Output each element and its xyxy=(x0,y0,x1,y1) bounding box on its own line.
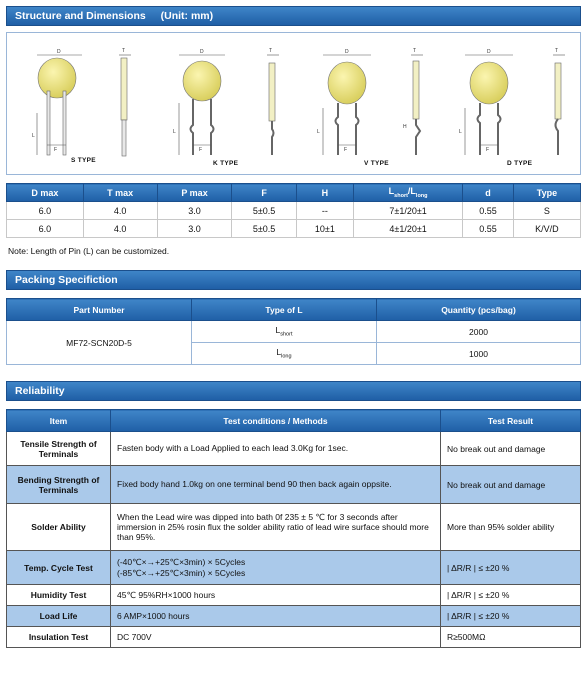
reliability-table xyxy=(6,409,581,648)
svg-text:L: L xyxy=(459,129,462,135)
col-dmax: D max xyxy=(7,184,84,202)
dimension-drawings xyxy=(6,32,581,175)
col-h: H xyxy=(296,184,353,202)
svg-text:L: L xyxy=(32,133,35,139)
table-row: Bending Strength of Terminals Fixed body hand 1.0kg on one terminal bend 90 then back again oppsite. No break out and damage xyxy=(7,466,581,504)
svg-text:T: T xyxy=(269,48,273,54)
dimensions-table xyxy=(6,183,581,238)
col-type: Type xyxy=(513,184,580,202)
table-row: 6.0 4.0 3.0 5±0.5 10±1 4±1/20±1 0.55 K/V/D xyxy=(7,220,581,238)
reliability-header-row xyxy=(7,410,581,432)
svg-text:D: D xyxy=(200,49,204,55)
structure-section-header xyxy=(6,6,581,26)
table-row: Tensile Strength of Terminals Fasten body with a Load Applied to each lead 3.0Kg for 1sec. No break out and damage xyxy=(7,432,581,466)
col-l: $L_{short}/L_{long}$ xyxy=(354,184,463,202)
type-of-l-cell: $L_{short}$ xyxy=(192,321,377,343)
packing-section-header xyxy=(6,270,581,290)
part-number-cell: MF72-SCN20D-5 xyxy=(7,321,192,365)
col-f: F xyxy=(232,184,296,202)
table-row: Load Life 6 AMP×1000 hours | ΔR/R | ≤ ±20 % xyxy=(7,606,581,627)
drawings-svg xyxy=(7,33,580,174)
svg-text:F: F xyxy=(344,147,348,153)
k-type-label: K TYPE xyxy=(213,160,239,167)
pin-length-note: Note: Length of Pin (L) can be customized. xyxy=(8,246,170,256)
quantity-cell: 1000 xyxy=(377,343,581,365)
table-row: Temp. Cycle Test (-40℃×→+25℃×3min) × 5Cycles (-85℃×→+25℃×3min) × 5Cycles | ΔR/R | ≤ ±20 % xyxy=(7,551,581,585)
col-quantity: Quantity (pcs/bag) xyxy=(377,299,581,321)
col-type-of-l: Type of L xyxy=(192,299,377,321)
svg-text:D: D xyxy=(345,49,349,55)
quantity-cell: 2000 xyxy=(377,321,581,343)
dimensions-header-row xyxy=(7,184,581,202)
s-type-drawing xyxy=(32,48,131,156)
table-row: Insulation Test DC 700V R≥500MΩ xyxy=(7,627,581,648)
d-type-label: D TYPE xyxy=(507,160,533,167)
col-test-conditions: Test conditions / Methods xyxy=(111,410,441,432)
col-part-number: Part Number xyxy=(7,299,192,321)
packing-table xyxy=(6,298,581,365)
col-test-result: Test Result xyxy=(441,410,581,432)
svg-text:F: F xyxy=(54,147,58,153)
type-of-l-cell: $L_{long}$ xyxy=(192,343,377,365)
packing-title: Packing Specifiction xyxy=(15,274,118,286)
reliability-section-header xyxy=(6,381,581,401)
svg-text:T: T xyxy=(122,48,126,54)
svg-text:F: F xyxy=(486,147,490,153)
col-pmax: P max xyxy=(157,184,232,202)
svg-text:D: D xyxy=(487,49,491,55)
col-tmax: T max xyxy=(83,184,157,202)
dim-d-label: D xyxy=(57,49,61,55)
d-type-drawing xyxy=(459,48,565,155)
v-type-label: V TYPE xyxy=(364,160,389,167)
v-type-drawing xyxy=(317,48,423,155)
structure-unit: (Unit: mm) xyxy=(160,10,214,22)
k-type-drawing xyxy=(173,48,279,155)
svg-text:L: L xyxy=(317,129,320,135)
table-row: Solder Ability When the Lead wire was dipped into bath 0f 235 ± 5 ℃ for 3 seconds after immersion in 25% rosin flux the solder ability ratio of lead wire surface should more than 95%. More than 95% solder ability xyxy=(7,504,581,551)
s-type-label: S TYPE xyxy=(71,157,96,164)
svg-text:T: T xyxy=(413,48,417,54)
svg-text:T: T xyxy=(555,48,559,54)
svg-text:L: L xyxy=(173,129,176,135)
reliability-title: Reliability xyxy=(15,385,65,397)
packing-header-row xyxy=(7,299,581,321)
table-row xyxy=(7,321,581,343)
structure-title: Structure and Dimensions xyxy=(15,10,146,22)
svg-text:F: F xyxy=(199,147,203,153)
col-item: Item xyxy=(7,410,111,432)
table-row: Humidity Test 45℃ 95%RH×1000 hours | ΔR/R | ≤ ±20 % xyxy=(7,585,581,606)
svg-text:H: H xyxy=(403,124,407,130)
col-d: d xyxy=(463,184,514,202)
table-row: 6.0 4.0 3.0 5±0.5 -- 7±1/20±1 0.55 S xyxy=(7,202,581,220)
